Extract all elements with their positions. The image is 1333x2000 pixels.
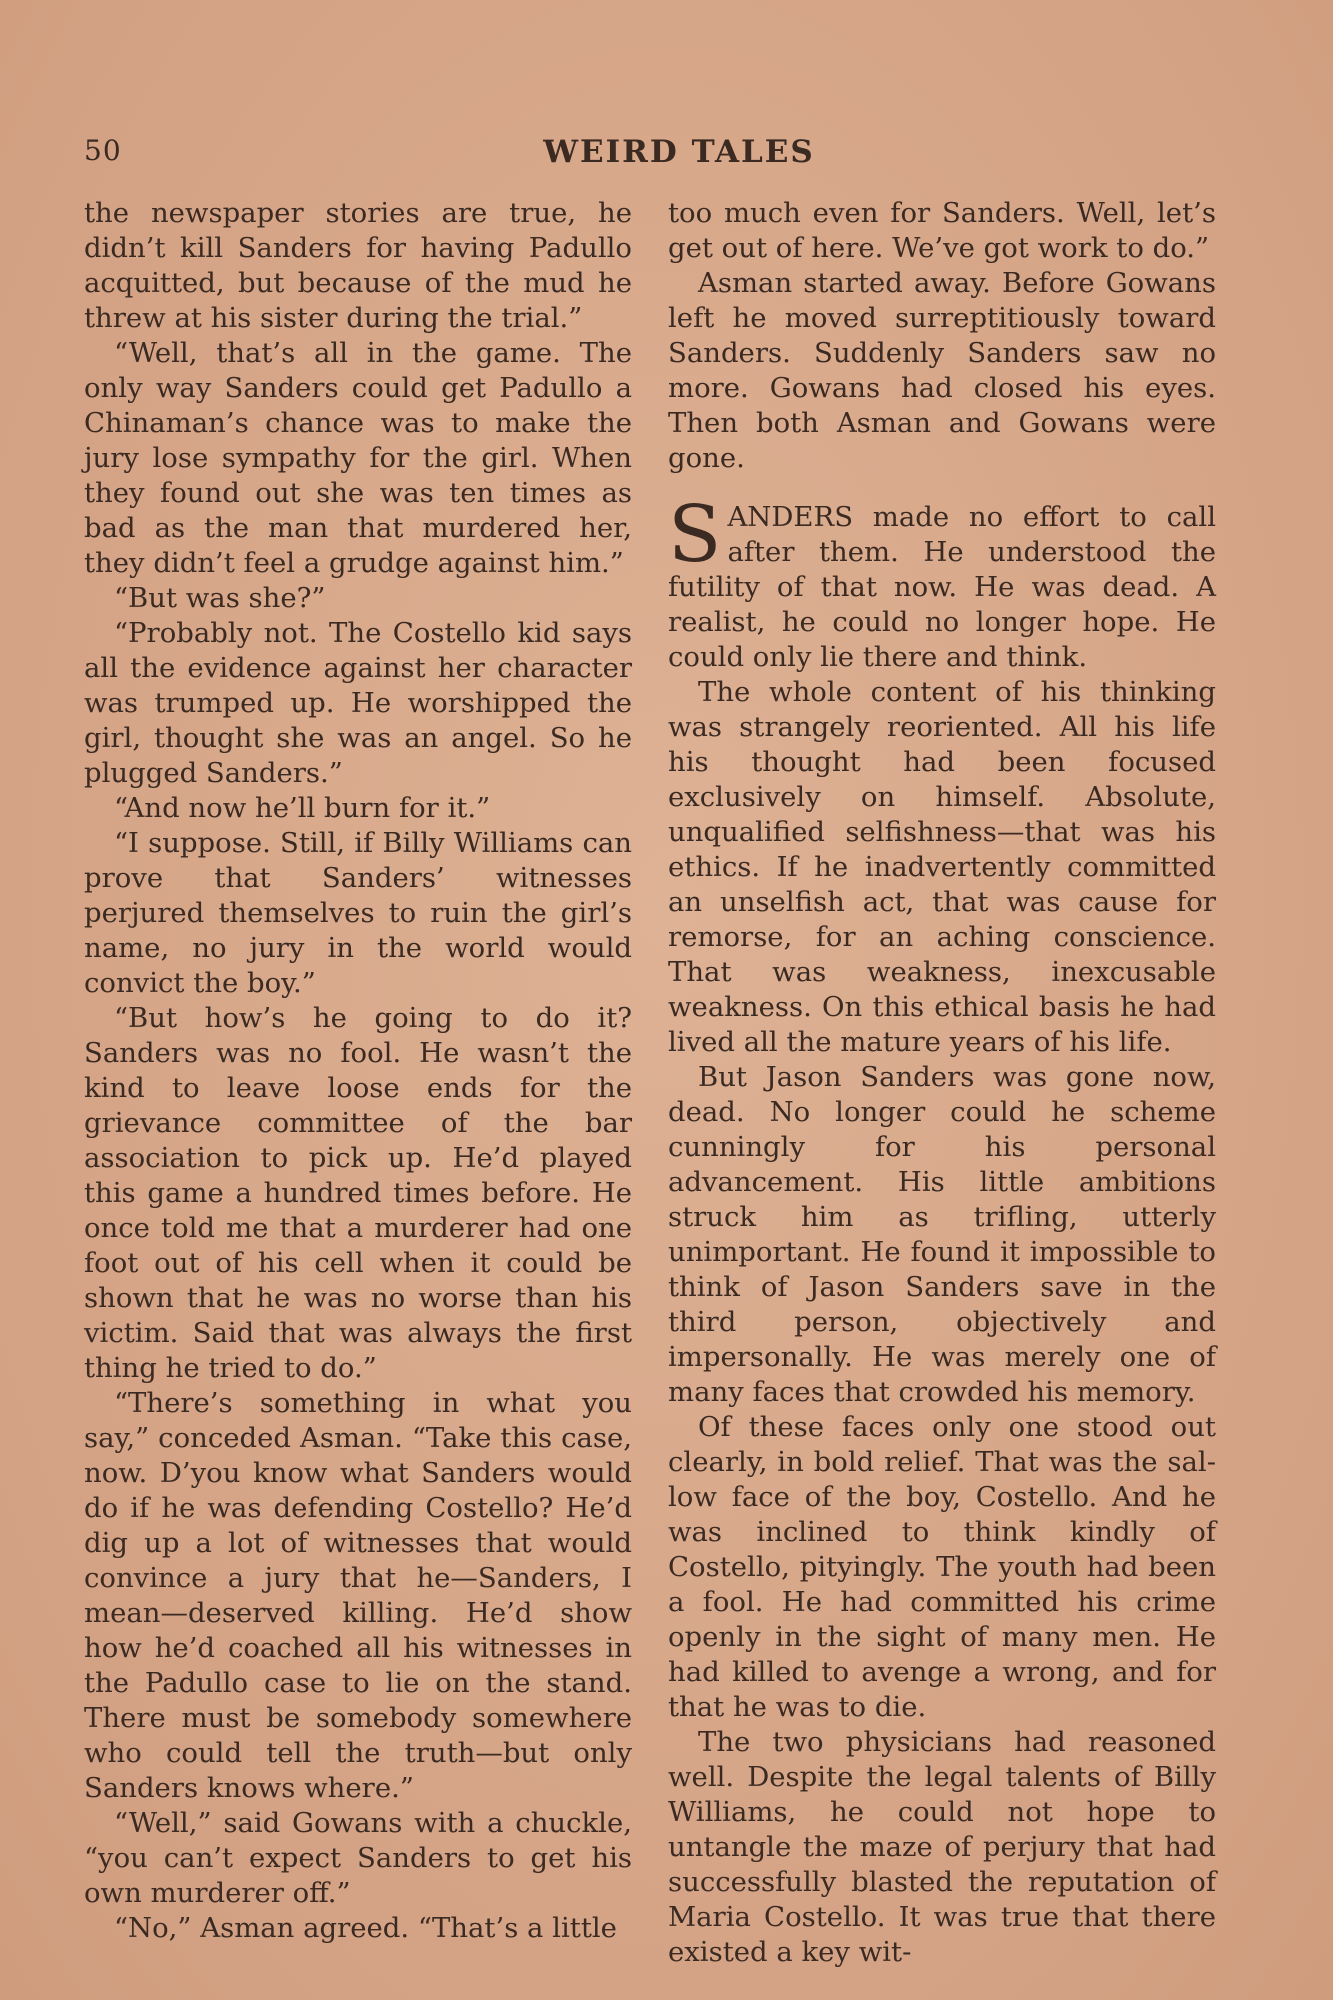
left-column xyxy=(84,196,632,1946)
paragraph: The whole content of his thinking was strangely reoriented. All his life his thought had been focused exclusively on himself. Absolute, unqualified selfishness—that was his ethics. If he inadvertently committed an unselfish act, that was cause for remorse, for an aching conscience. That was weakness, inexcusable weakness. On this ethical basis he had lived all the mature years of his life. xyxy=(668,676,1216,1058)
paragraph: “Probably not. The Costello kid says all the evidence against her character was trumped up. He worshipped the girl, thought she was an angel. So he plugged Sanders.” xyxy=(84,617,632,789)
paragraph: Asman started away. Before Gowans left he moved surreptitiously toward Sanders. Suddenly Sanders saw no more. Gowans had closed his eyes. Then both Asman and Gowans were gone. xyxy=(668,267,1216,474)
page-header xyxy=(84,134,1214,178)
paragraph: “Well, that’s all in the game. The only way Sanders could get Padullo a Chinaman’s chance was to make the jury lose sympathy for the girl. When they found out she was ten times as bad as the man that murdered her, they didn’t feel a grudge against him.” xyxy=(84,337,632,579)
paragraph: “But how’s he going to do it? Sanders was no fool. He wasn’t the kind to leave loose ends for the grievance committee of the bar association to pick up. He’d played this game a hundred times before. He once told me that a murderer had one foot out of his cell when it could be shown that he was no worse than his victim. Said that was always the first thing he tried to do.” xyxy=(84,1002,632,1384)
right-column xyxy=(668,196,1216,1970)
paragraph: too much even for Sanders. Well, let’s get out of here. We’ve got work to do.” xyxy=(668,197,1216,264)
paragraph: “I suppose. Still, if Billy Williams can prove that Sanders’ witnesses perjured themselves to ruin the girl’s name, no jury in the world would convict the boy.” xyxy=(84,827,632,999)
paragraph: “But was she?” xyxy=(114,582,326,614)
paragraph: The two physicians had reasoned well. Despite the legal talents of Billy Williams, he could not hope to untangle the maze of perjury that had successfully blasted the reputation of Maria Costello. It was true that there existed a key wit- xyxy=(668,1726,1216,1968)
paragraph: the newspaper stories are true, he didn’t kill Sanders for having Padullo acquitted, but because of the mud he threw at his sister during the trial.” xyxy=(84,197,632,334)
magazine-title: WEIRD TALES xyxy=(543,134,815,170)
paragraph: Of these faces only one stood out clearly, in bold relief. That was the sallow face of the boy, Costello. And he was inclined to think kindly of Costello, pityingly. The youth had been a fool. He had committed his crime openly in the sight of many men. He had killed to avenge a wrong, and for that he was to die. xyxy=(668,1411,1216,1723)
paragraph: “No,” Asman agreed. “That’s a little xyxy=(114,1912,617,1944)
page-number: 50 xyxy=(84,134,122,167)
section-lead-word: ANDERS xyxy=(727,501,854,533)
paragraph: “And now he’ll burn for it.” xyxy=(114,792,491,824)
section-opening-paragraph xyxy=(668,490,1216,675)
section-first-text: made no effort to call after them. He understood the futility of that now. He was dead. A realist, he could no longer hope. He could only lie there and think. xyxy=(668,501,1216,673)
paragraph: But Jason Sanders was gone now, dead. No longer could he scheme cunningly for his personal advancement. His little ambitions struck him as trifling, utterly unimportant. He found it impossible to think of Jason Sanders save in the third person, objectively and impersonally. He was merely one of many faces that crowded his memory. xyxy=(668,1061,1216,1408)
drop-cap: S xyxy=(668,490,722,580)
paragraph: “Well,” said Gowans with a chuckle, “you can’t expect Sanders to get his own murderer off.” xyxy=(84,1807,632,1909)
paragraph: “There’s something in what you say,” conceded Asman. “Take this case, now. D’you know what Sanders would do if he was defending Costello? He’d dig up a lot of witnesses that would convince a jury that he—Sanders, I mean—deserved killing. He’d show how he’d coached all his witnesses in the Padullo case to lie on the stand. There must be somebody somewhere who could tell the truth—but only Sanders knows where.” xyxy=(84,1387,632,1804)
